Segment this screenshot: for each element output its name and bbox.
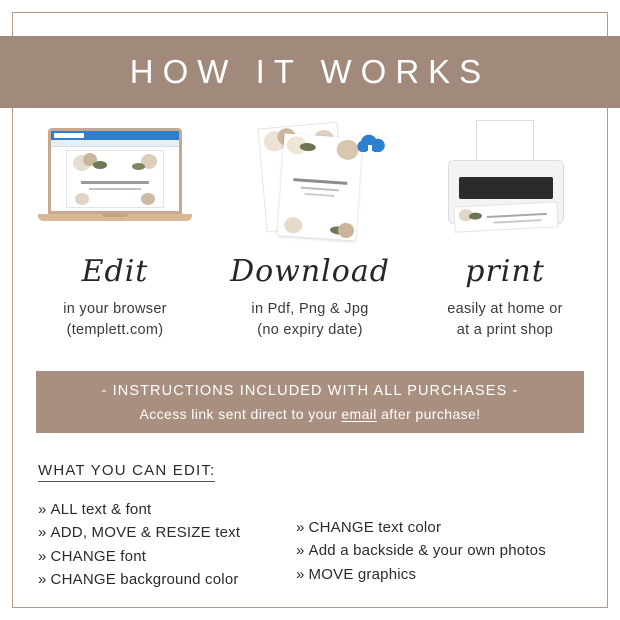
step-caption-line2: at a print shop <box>456 322 554 339</box>
printer-paper-tray <box>476 120 534 164</box>
steps-row <box>20 118 600 341</box>
browser-toolbar <box>51 140 179 147</box>
invitation-download-icon <box>215 118 405 243</box>
printer-icon <box>410 118 600 243</box>
leaf-graphic <box>93 161 107 169</box>
list-item <box>296 563 584 586</box>
list-item <box>296 539 584 562</box>
list-item-label: CHANGE font <box>50 547 147 565</box>
step-label: Edit <box>81 254 149 289</box>
list-item <box>38 568 296 591</box>
list-item-label: MOVE graphics <box>308 565 417 583</box>
step-caption-line1: in your browser <box>63 301 167 317</box>
preview-text-line <box>89 188 141 190</box>
printer-output-slot <box>459 177 553 199</box>
laptop-screen-content <box>51 131 179 211</box>
flower-graphic <box>284 217 303 234</box>
edit-items-right-column <box>296 498 584 591</box>
invitation-text-line <box>301 187 339 192</box>
laptop-icon <box>20 118 210 243</box>
bullet-icon: » <box>296 565 305 583</box>
leaf-graphic <box>132 163 145 170</box>
step-print <box>410 118 600 341</box>
leaf-graphic <box>469 212 482 220</box>
instructions-sub-before: Access link sent direct to your <box>139 405 342 422</box>
list-item-label: ADD, MOVE & RESIZE text <box>50 524 241 542</box>
step-caption <box>447 299 563 341</box>
bullet-icon: » <box>38 547 47 565</box>
bullet-icon: » <box>38 570 47 588</box>
flower-graphic <box>75 193 89 205</box>
list-item-label: Add a backside & your own photos <box>308 542 546 560</box>
cloud-download-icon <box>353 132 387 158</box>
email-link[interactable]: email <box>341 405 377 422</box>
list-item-label: CHANGE background color <box>50 570 239 588</box>
bullet-icon: » <box>296 519 305 536</box>
edit-items-columns <box>38 498 584 591</box>
list-item <box>38 498 296 521</box>
header-band <box>0 36 620 108</box>
instructions-title: - INSTRUCTIONS INCLUDED WITH ALL PURCHASES - <box>101 382 519 399</box>
step-edit <box>20 118 210 341</box>
edit-items-left-column <box>38 498 296 591</box>
list-item <box>38 545 296 568</box>
step-caption-line2: (templett.com) <box>66 322 164 339</box>
instructions-band <box>36 371 584 433</box>
invitation-card-front <box>278 133 363 240</box>
printed-invitation <box>453 201 558 232</box>
edit-section-heading: WHAT YOU CAN EDIT: <box>38 462 215 482</box>
step-label: print <box>465 254 545 289</box>
page-title: HOW IT WORKS <box>129 53 491 90</box>
browser-tab-bar <box>51 131 179 140</box>
bullet-icon: » <box>38 501 47 518</box>
flower-graphic <box>141 193 155 205</box>
step-caption-line1: in Pdf, Png & Jpg <box>251 301 369 317</box>
step-caption-line2: (no expiry date) <box>257 322 363 339</box>
flower-graphic <box>338 222 355 238</box>
step-label: Download <box>230 254 390 289</box>
invitation-text-line <box>304 193 334 197</box>
bullet-icon: » <box>296 542 305 560</box>
printed-text-line <box>493 219 541 224</box>
bullet-icon: » <box>38 524 47 542</box>
laptop-base <box>38 214 192 221</box>
what-you-can-edit-section <box>38 462 584 591</box>
list-item <box>38 521 296 544</box>
laptop-screen <box>48 128 182 214</box>
instructions-subtitle <box>139 406 480 422</box>
step-caption <box>251 299 368 341</box>
step-caption-line1: easily at home or <box>447 301 563 317</box>
list-item-label: ALL text & font <box>50 501 152 518</box>
list-item-label: CHANGE text color <box>308 519 442 536</box>
instructions-sub-after: after purchase! <box>376 405 481 422</box>
step-download <box>215 118 405 341</box>
invitation-text-line <box>293 178 347 185</box>
printed-text-line <box>487 213 547 218</box>
document-preview <box>67 151 163 207</box>
preview-text-line <box>81 181 149 184</box>
step-caption <box>63 299 167 341</box>
list-item <box>296 516 584 539</box>
